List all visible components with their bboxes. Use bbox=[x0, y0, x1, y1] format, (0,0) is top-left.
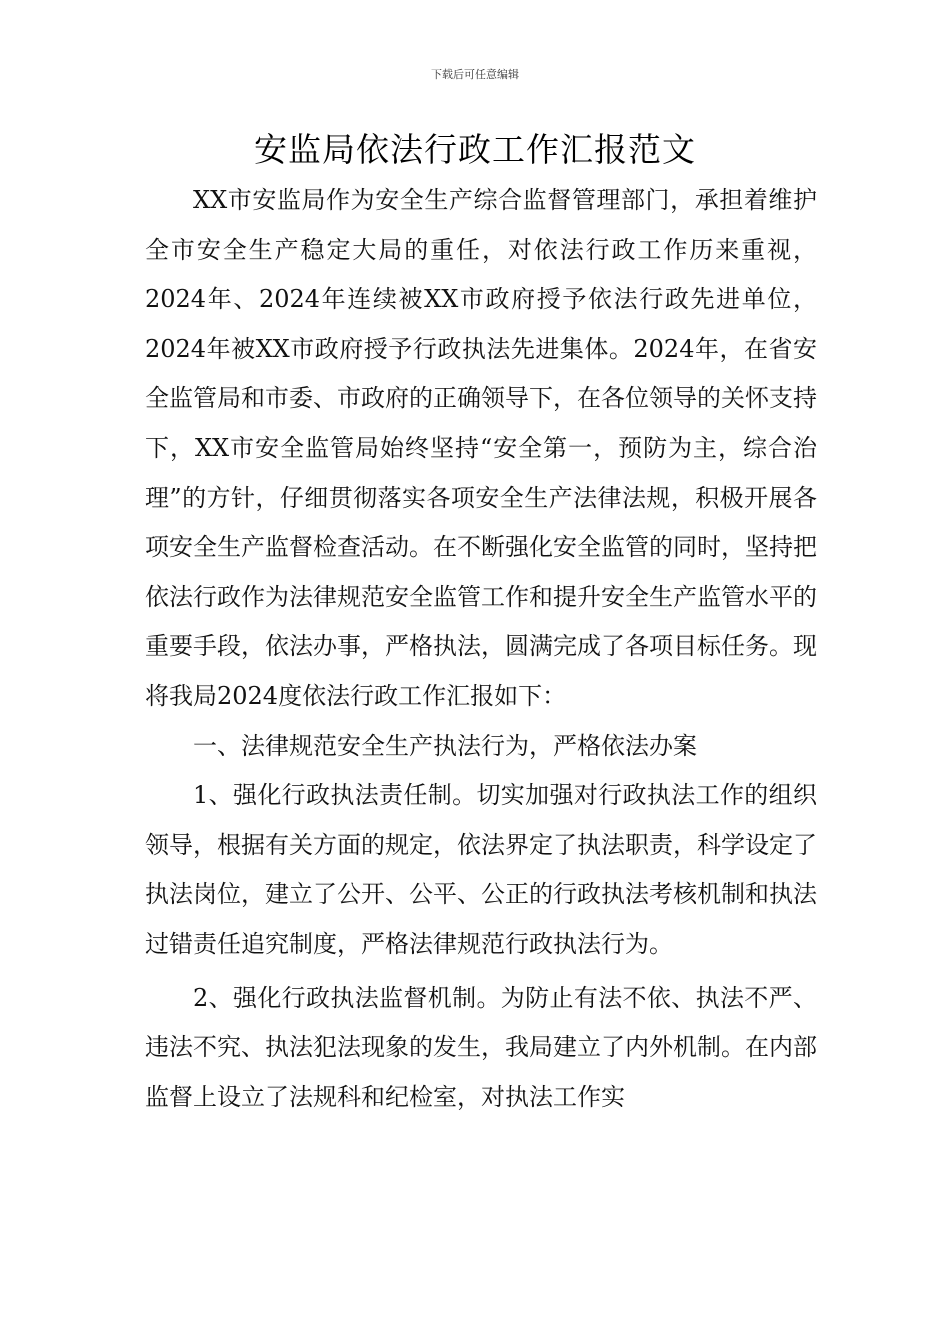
paragraph-item-2: 2、强化行政执法监督机制。为防止有法不依、执法不严、违法不究、执法犯法现象的发生，我局建立了内外机制。在内部监督上设立了法规科和纪检室，对执法工作实 bbox=[145, 983, 817, 1111]
header-note: 下载后可任意编辑 bbox=[431, 68, 519, 81]
paragraph-intro: XX市安监局作为安全生产综合监督管理部门，承担着维护全市安全生产稳定大局的重任，对依法行政工作历来重视，2024年、2024年连续被XX市政府授予依法行政先进单位，2024年被XX市政府授予行政执法先进集体。2024年，在省安全监管局和市委、市政府的正确领导下，在各位领导的关怀支持下，XX市安全监管局始终坚持“安全第一，预防为主，综合治理”的方针，仔细贯彻落实各项安全生产法律法规，积极开展各项安全生产监督检查活动。在不断强化安全监管的同时，坚持把依法行政作为法律规范安全监管工作和提升安全生产监管水平的重要手段，依法办事，严格执法，圆满完成了各项目标任务。现将我局2024度依法行政工作汇报如下： bbox=[145, 186, 817, 710]
section-heading-1: 一、法律规范安全生产执法行为，严格依法办案 bbox=[193, 731, 697, 760]
paragraph-item-1: 1、强化行政执法责任制。切实加强对行政执法工作的组织领导，根据有关方面的规定，依法界定了执法职责，科学设定了执法岗位，建立了公开、公平、公正的行政执法考核机制和执法过错责任追究制度，严格法律规范行政执法行为。 bbox=[145, 781, 817, 958]
document-body bbox=[145, 176, 817, 1122]
document-title: 安监局依法行政工作汇报范文 bbox=[254, 130, 696, 169]
